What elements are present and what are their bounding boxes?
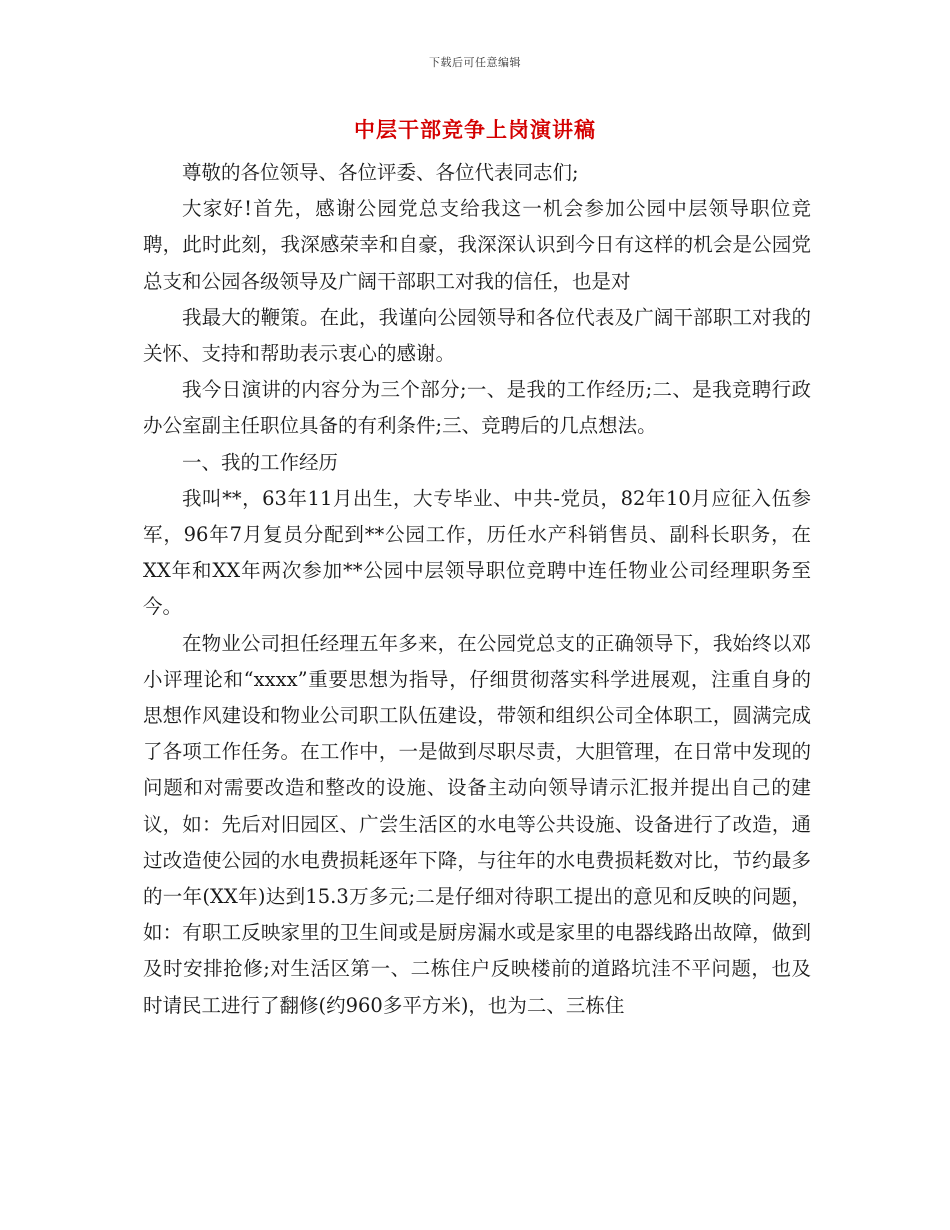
- paragraph-background: 我叫**，63年11月出生，大专毕业、中共-党员，82年10月应征入伍参军，96年7月复员分配到**公园工作，历任水产科销售员、副科长职务，在XX年和XX年两次参加**公园中层领导职位竞聘中连任物业公司经理职务至今。: [143, 486, 811, 619]
- document-title: 中层干部竞争上岗演讲稿: [354, 118, 596, 142]
- header-note: 下载后可任意编辑: [429, 56, 521, 69]
- paragraph-greeting: 大家好!首先，感谢公园党总支给我这一机会参加公园中层领导职位竞聘，此时此刻，我深感荣幸和自豪，我深深认识到今日有这样的机会是公园党总支和公园各级领导及广阔干部职工对我的信任，也是对: [143, 197, 811, 293]
- section-heading-work-experience: 一、我的工作经历: [182, 450, 339, 474]
- paragraph-thanks: 我最大的鞭策。在此，我谨向公园领导和各位代表及广阔干部职工对我的关怀、支持和帮助表示衷心的感谢。: [143, 305, 811, 366]
- paragraph-salutation: 尊敬的各位领导、各位评委、各位代表同志们;: [182, 161, 579, 184]
- paragraph-achievements: 在物业公司担任经理五年多来，在公园党总支的正确领导下，我始终以邓小评理论和“xxxx”重要思想为指导，仔细贯彻落实科学进展观，注重自身的思想作风建设和物业公司职工队伍建设，带领和组织公司全体职工，圆满完成了各项工作任务。在工作中，一是做到尽职尽责，大胆管理，在日常中发现的问题和对需要改造和整改的设施、设备主动向领导请示汇报并提出自己的建议，如：先后对旧园区、广尝生活区的水电等公共设施、设备进行了改造，通过改造使公园的水电费损耗逐年下降，与往年的水电费损耗数对比，节约最多的一年(XX年)达到15.3万多元;二是仔细对待职工提出的意见和反映的问题，如：有职工反映家里的卫生间或是厨房漏水或是家里的电器线路出故障，做到及时安排抢修;对生活区第一、二栋住户反映楼前的道路坑洼不平问题，也及时请民工进行了翻修(约960多平方米)，也为二、三栋住: [143, 631, 811, 1017]
- paragraph-outline: 我今日演讲的内容分为三个部分;一、是我的工作经历;二、是我竞聘行政办公室副主任职位具备的有利条件;三、竞聘后的几点想法。: [143, 378, 811, 438]
- document-body: [143, 155, 811, 1024]
